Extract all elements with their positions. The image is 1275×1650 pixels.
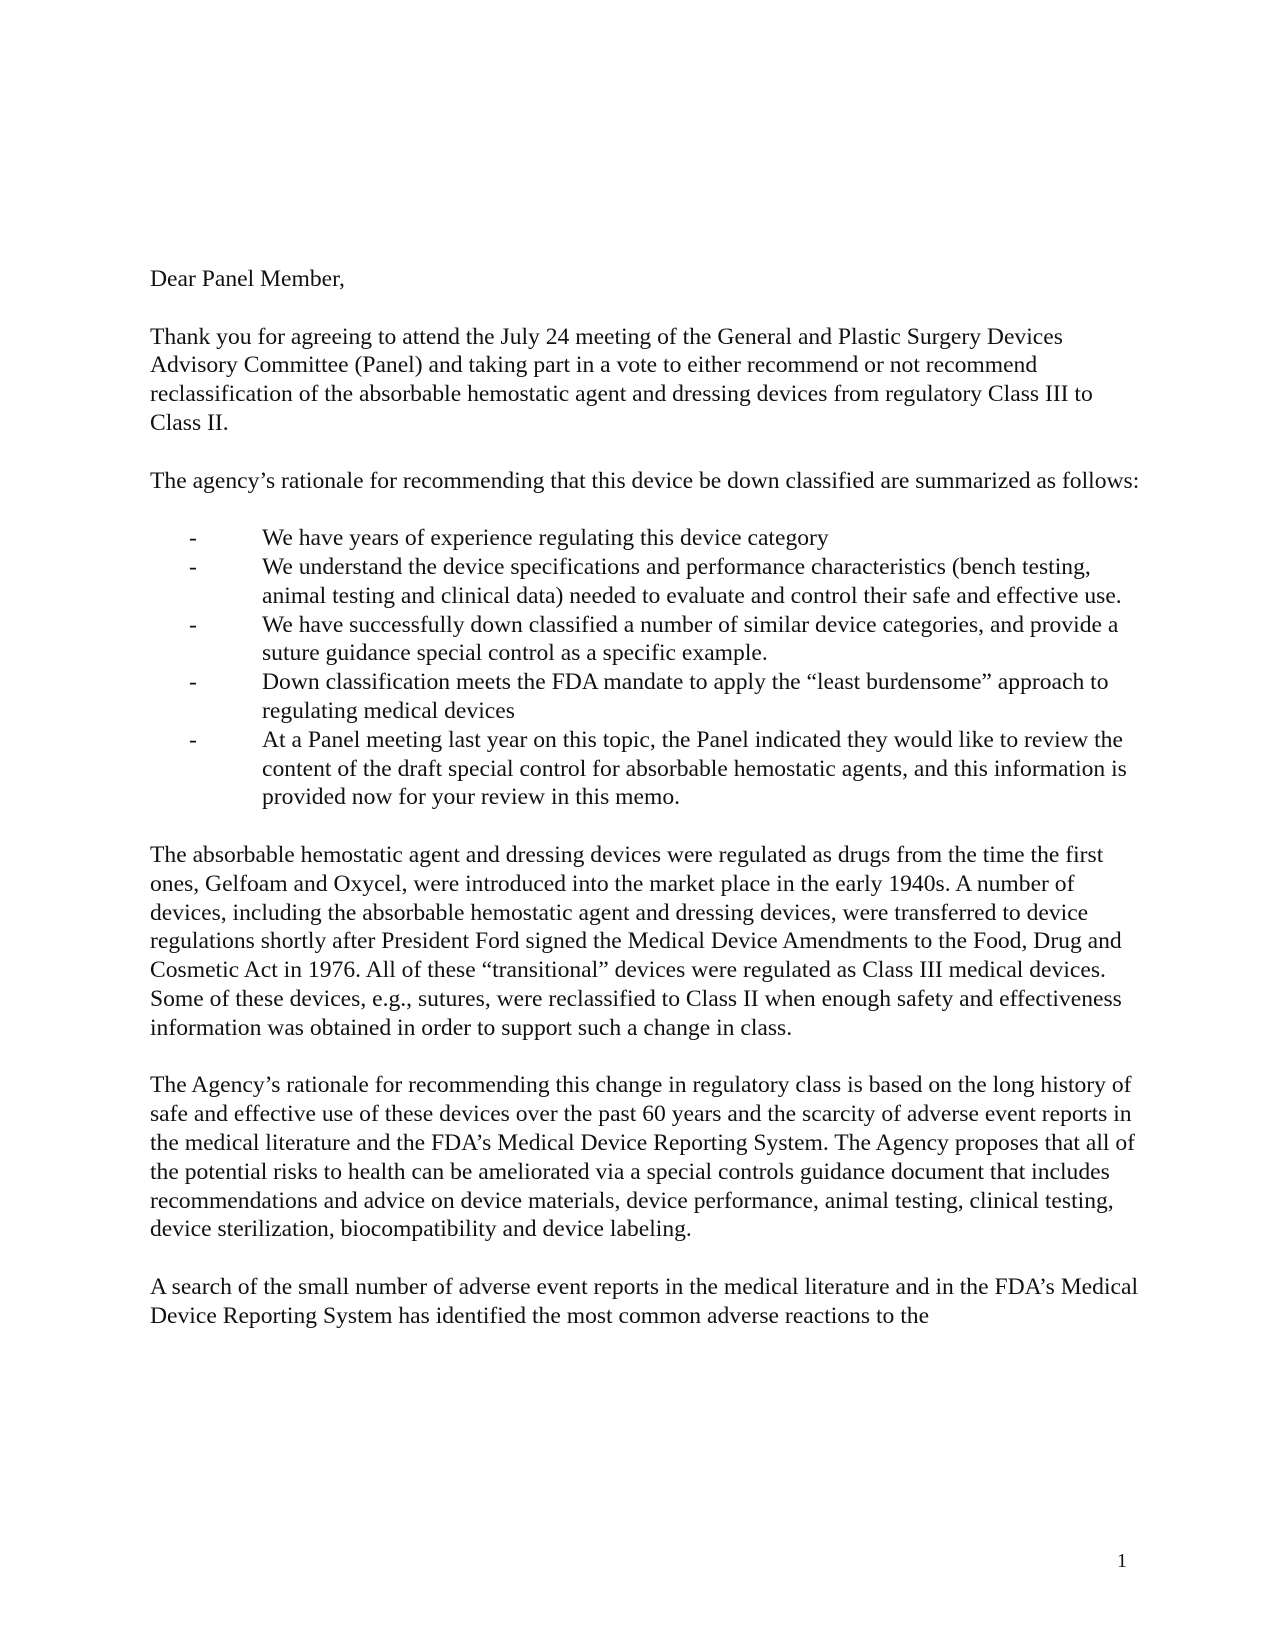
- paragraph-rationale-lead: The agency’s rationale for recommending that this device be down classified are summarized as follows:: [150, 467, 1140, 494]
- list-item-text: Down classification meets the FDA mandate to apply the “least burdensome” approach to regulating medical devices: [262, 669, 1109, 724]
- bullet-dash: -: [189, 611, 197, 638]
- list-item: [150, 611, 1140, 669]
- paragraph-agency-rationale: The Agency’s rationale for recommending this change in regulatory class is based on the long history of safe and effective use of these devices over the past 60 years and the scarcity of adverse event reports in the medical literature and the FDA’s Medical Device Reporting System. The Agency proposes that all of the potential risks to health can be ameliorated via a special controls guidance document that includes recommendations and advice on device materials, device performance, animal testing, clinical testing, device sterilization, biocompatibility and device labeling.: [150, 1072, 1136, 1243]
- list-item-text: We have successfully down classified a number of similar device categories, and provide a suture guidance special control as a specific example.: [262, 611, 1119, 667]
- paragraph-adverse-events: A search of the small number of adverse event reports in the medical literature and in the FDA’s Medical Device Reporting System has identified the most common adverse reactions to the: [150, 1273, 1138, 1329]
- paragraph-history: The absorbable hemostatic agent and dressing devices were regulated as drugs from the time the first ones, Gelfoam and Oxycel, were introduced into the market place in the early 1940s. A number of devices, including the absorbable hemostatic agent and dressing devices, were transferred to device regulations shortly after President Ford signed the Medical Device Amendments to the Food, Drug and Cosmetic Act in 1976. All of these “transitional” devices were regulated as Class III medical devices. Some of these devices, e.g., sutures, were reclassified to Class II when enough safety and effectiveness information was obtained in order to support such a change in class.: [150, 841, 1122, 1041]
- list-item-text: We have years of experience regulating this device category: [262, 525, 829, 552]
- page-number: 1: [1117, 1550, 1127, 1572]
- list-item-text: We understand the device specifications and performance characteristics (bench testing, animal testing and clinical data) needed to evaluate and control their safe and effective use.: [262, 553, 1122, 609]
- paragraph-intro: Thank you for agreeing to attend the July 24 meeting of the General and Plastic Surgery Devices Advisory Committee (Panel) and taking part in a vote to either recommend or not recommend reclassification of the absorbable hemostatic agent and dressing devices from regulatory Class III to Class II.: [150, 323, 1093, 436]
- list-item: [150, 553, 1140, 611]
- list-item: [150, 668, 1140, 726]
- bullet-dash: -: [189, 553, 197, 580]
- rationale-list: [150, 524, 1140, 812]
- list-item: [150, 524, 1140, 553]
- list-item-text: At a Panel meeting last year on this topic, the Panel indicated they would like to review the content of the draft special control for absorbable hemostatic agents, and this information is provided now for your review in this memo.: [262, 726, 1127, 811]
- bullet-dash: -: [189, 669, 197, 696]
- bullet-dash: -: [189, 525, 197, 552]
- list-item: [150, 726, 1140, 812]
- bullet-dash: -: [189, 726, 197, 753]
- salutation: Dear Panel Member,: [150, 266, 345, 292]
- letter-body: [150, 265, 1140, 1359]
